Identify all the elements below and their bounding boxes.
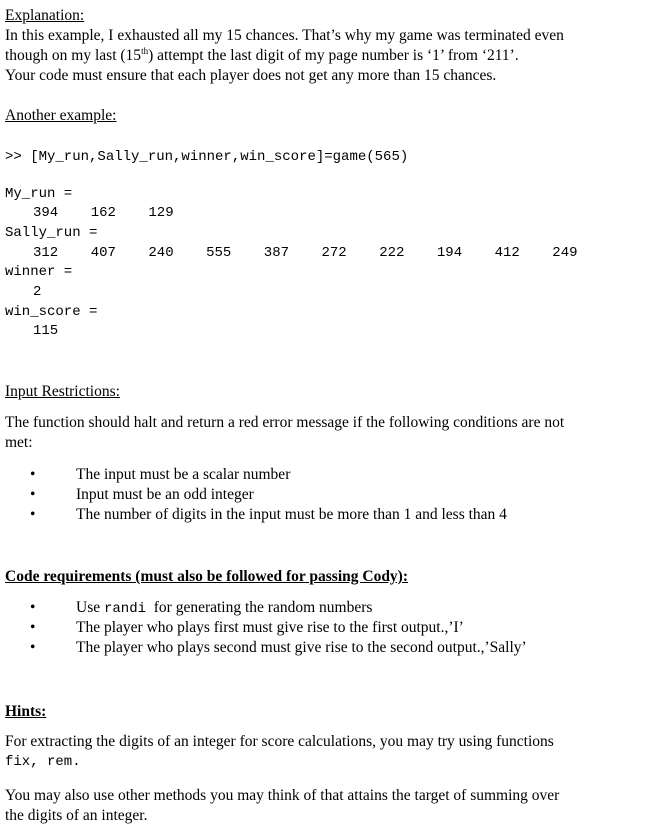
restriction-item: The number of digits in the input must be more than 1 and less than 4 (76, 506, 507, 523)
run-value: 394 (33, 205, 59, 221)
run-value: 272 (321, 245, 347, 261)
text: though on my last (15 (5, 47, 142, 64)
bullet: • (30, 466, 36, 483)
run-value: 407 (90, 245, 116, 261)
explanation-line (5, 46, 519, 66)
bullet: • (30, 599, 36, 616)
text: for generating the random numbers (146, 599, 373, 616)
bullet: • (30, 506, 36, 523)
requirement-item: The player who plays first must give rise to the first output.,’I’ (76, 619, 464, 636)
run-value: 129 (148, 205, 174, 221)
win-score-label: win_score = (5, 304, 98, 320)
input-restrictions-intro: met: (5, 434, 33, 451)
text: ) attempt the last digit of my page number is ‘1’ from ‘211’. (148, 47, 519, 64)
bullet: • (30, 639, 36, 656)
superscript: th (141, 45, 149, 56)
run-value: 412 (494, 245, 520, 261)
winner-value: 2 (33, 284, 42, 300)
restriction-item: Input must be an odd integer (76, 486, 254, 503)
code-requirements-heading: Code requirements (must also be followed for passing Cody): (5, 568, 409, 585)
restriction-item: The input must be a scalar number (76, 466, 291, 483)
requirement-item: The player who plays second must give rise to the second output.,’Sally’ (76, 639, 527, 656)
hints-line: the digits of an integer. (5, 807, 148, 824)
sally-run-label: Sally_run = (5, 225, 98, 241)
run-value: 162 (90, 205, 116, 221)
winner-label: winner = (5, 264, 73, 280)
my-run-label: My_run = (5, 186, 73, 202)
run-value: 312 (33, 245, 59, 261)
another-example-heading: Another example: (5, 107, 117, 124)
run-value: 222 (379, 245, 405, 261)
hints-line: You may also use other methods you may think of that attains the target of summing over (5, 787, 560, 804)
explanation-line: In this example, I exhausted all my 15 chances. That’s why my game was terminated even (5, 27, 564, 44)
win-score-value: 115 (33, 323, 59, 339)
requirement-item (76, 598, 372, 618)
command-line: >> [My_run,Sally_run,winner,win_score]=game(565) (5, 149, 409, 165)
run-value: 555 (206, 245, 232, 261)
input-restrictions-intro: The function should halt and return a red error message if the following conditions are not (5, 414, 565, 431)
hints-heading: Hints: (5, 703, 47, 720)
hints-line: For extracting the digits of an integer for score calculations, you may try using functions (5, 733, 554, 750)
text: Use (76, 599, 104, 616)
explanation-heading: Explanation: (5, 7, 85, 24)
hints-functions: fix, rem. (5, 754, 81, 770)
bullet: • (30, 486, 36, 503)
run-value: 249 (552, 245, 578, 261)
input-restrictions-heading: Input Restrictions: (5, 383, 120, 400)
run-value: 194 (436, 245, 463, 261)
bullet: • (30, 619, 36, 636)
inline-code: randi (103, 601, 146, 617)
explanation-line: Your code must ensure that each player does not get any more than 15 chances. (5, 67, 497, 84)
run-value: 387 (263, 245, 290, 261)
run-value: 240 (148, 245, 174, 261)
